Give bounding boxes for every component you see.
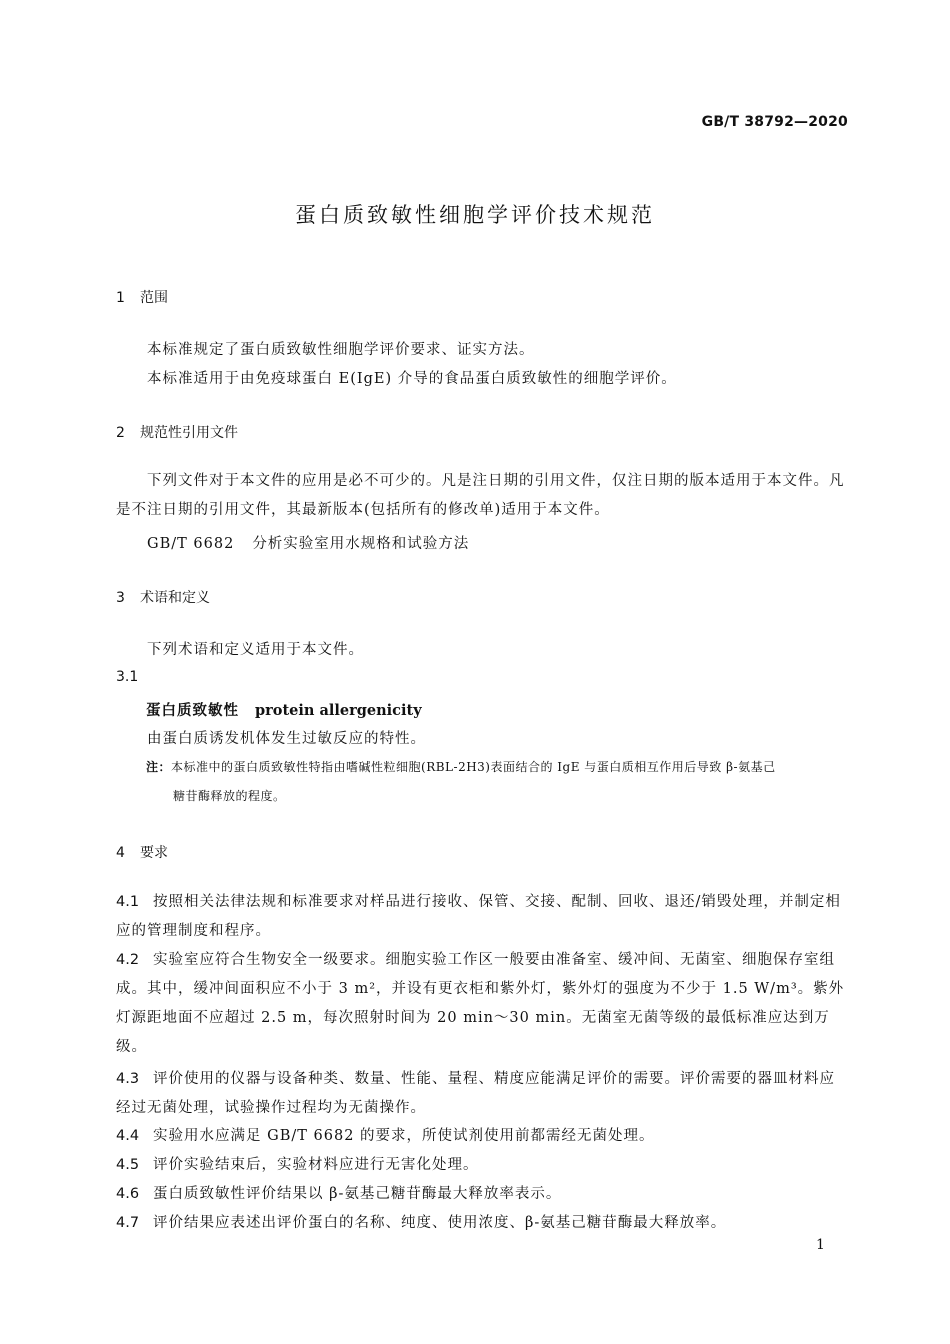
requirement-item	[116, 1180, 850, 1209]
term-english: protein allergenicity	[255, 702, 422, 719]
section-title: 规范性引用文件	[140, 425, 238, 441]
requirement-text: 评价实验结束后，实验材料应进行无害化处理。	[153, 1157, 479, 1173]
requirement-item	[116, 1122, 850, 1151]
section-3-heading	[116, 587, 210, 607]
requirement-number: 4.7	[116, 1215, 140, 1231]
requirement-text: 评价使用的仪器与设备种类、数量、性能、量程、精度应能满足评价的需要。评价需要的器皿材料应经过无菌处理，试验操作过程均为无菌操作。	[116, 1071, 835, 1116]
reference-code: GB/T 6682	[147, 536, 235, 552]
requirement-number: 4.5	[116, 1157, 140, 1173]
section-title: 要求	[140, 845, 168, 861]
section-number: 2	[116, 425, 125, 441]
standard-code: GB/T 38792—2020	[701, 114, 848, 130]
requirement-text: 实验室应符合生物安全一级要求。细胞实验工作区一般要由准备室、缓冲间、无菌室、细胞保存室组成。其中，缓冲间面积应不小于 3 m²，并设有更衣柜和紫外灯，紫外灯的强度为不少于 1.5 W/m³。紫外灯源距地面不应超过 2.5 m，每次照射时间为 20 min～30 min。无菌室无菌等级的最低标准应达到万级。	[116, 952, 845, 1055]
section-2-heading	[116, 422, 238, 442]
term-definition: 由蛋白质诱发机体发生过敏反应的特性。	[147, 731, 426, 747]
paragraph: 下列文件对于本文件的应用是必不可少的。凡是注日期的引用文件，仅注日期的版本适用于本文件。凡是不注日期的引用文件，其最新版本(包括所有的修改单)适用于本文件。	[116, 473, 845, 518]
requirement-text: 评价结果应表述出评价蛋白的名称、纯度、使用浓度、β-氨基己糖苷酶最大释放率。	[153, 1215, 727, 1231]
note	[146, 753, 851, 811]
requirement-text: 按照相关法律法规和标准要求对样品进行接收、保管、交接、配制、回收、退还/销毁处理，并制定相应的管理制度和程序。	[116, 894, 841, 939]
subclause-number: 3.1	[116, 669, 139, 685]
requirement-text: 实验用水应满足 GB/T 6682 的要求，所使试剂使用前都需经无菌处理。	[153, 1128, 655, 1144]
paragraph: 下列术语和定义适用于本文件。	[147, 642, 364, 658]
term-chinese: 蛋白质致敏性	[146, 703, 239, 719]
section-1-heading	[116, 287, 168, 307]
requirement-number: 4.1	[116, 894, 140, 910]
requirement-item	[116, 946, 850, 1062]
requirement-item	[116, 1209, 850, 1238]
requirement-number: 4.6	[116, 1186, 140, 1202]
section-number: 1	[116, 290, 125, 306]
reference-title: 分析实验室用水规格和试验方法	[252, 536, 470, 552]
section-4-heading	[116, 842, 168, 862]
paragraph: 本标准规定了蛋白质致敏性细胞学评价要求、证实方法。	[147, 342, 535, 358]
paragraph: 本标准适用于由免疫球蛋白 E(IgE) 介导的食品蛋白质致敏性的细胞学评价。	[147, 371, 677, 387]
normative-reference	[147, 532, 469, 553]
requirement-number: 4.3	[116, 1071, 140, 1087]
section-number: 4	[116, 845, 125, 861]
document-title: 蛋白质致敏性细胞学评价技术规范	[295, 203, 655, 227]
requirement-number: 4.4	[116, 1128, 140, 1144]
note-label: 注：	[146, 760, 172, 774]
requirement-item	[116, 888, 850, 946]
page-number: 1	[816, 1237, 825, 1253]
section-title: 术语和定义	[140, 590, 210, 606]
requirement-text: 蛋白质致敏性评价结果以 β-氨基己糖苷酶最大释放率表示。	[153, 1186, 562, 1202]
requirement-item	[116, 1065, 850, 1123]
note-line: 糖苷酶释放的程度。	[173, 789, 286, 803]
note-line: 本标准中的蛋白质致敏性特指由嗜碱性粒细胞(RBL-2H3)表面结合的 IgE 与蛋白质相互作用后导致 β-氨基己	[171, 760, 776, 774]
section-title: 范围	[140, 290, 168, 306]
term-entry	[146, 699, 422, 720]
requirement-item	[116, 1151, 850, 1180]
requirement-number: 4.2	[116, 952, 140, 968]
section-number: 3	[116, 590, 125, 606]
